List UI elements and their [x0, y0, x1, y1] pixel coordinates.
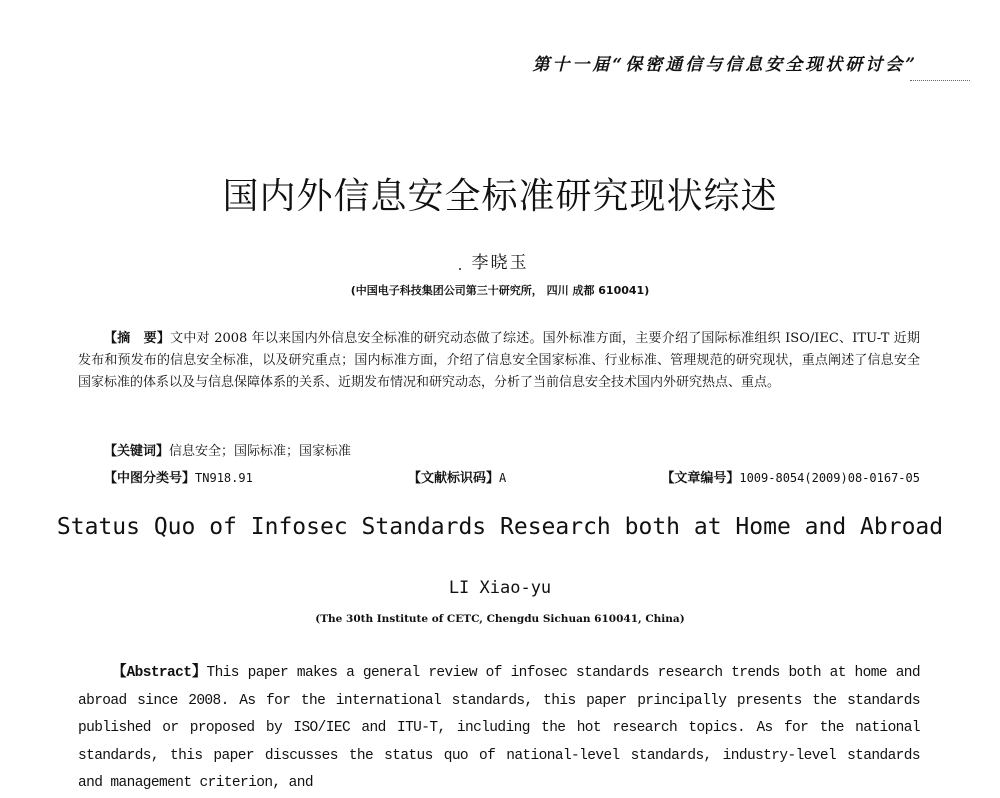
keywords-chinese	[104, 440, 351, 459]
abstract-chinese-label: 【摘 要】	[104, 331, 171, 346]
abstract-english-label: 【Abstract】	[112, 665, 207, 681]
author-chinese: 李晓玉	[471, 253, 529, 273]
clc-label: 【中图分类号】	[104, 471, 196, 486]
abstract-chinese-text: 文中对 2008 年以来国内外信息安全标准的研究动态做了综述。国外标准方面，主要介绍了国际标准组织 ISO/IEC、ITU-T 近期发布和预发布的信息安全标准，以及研究重点；国内标准方面，介绍了信息安全国家标准、行业标准、管理规范的研究现状，重点阐述了信息安全国家标准的体系以及与信息保障体系的关系、近期发布情况和研究动态，分析了当前信息安全技术国内外研究热点、重点。	[78, 331, 920, 390]
title-chinese: 国内外信息安全标准研究现状综述	[222, 176, 778, 217]
abstract-chinese	[78, 328, 920, 394]
abstract-english-text: This paper makes a general review of infosec standards research trends both at home and abroad since 2008. As for the international standards, this paper principally presents the standards published or proposed by ISO/IEC and ITU-T, including the hot research topics. As for the national standards, this paper discusses the status quo of national-level standards, industry-level standards and management criterion, and	[78, 665, 920, 791]
clc-value: TN918.91	[195, 471, 253, 485]
conference-header: 第十一届“保密通信与信息安全现状研讨会”	[532, 55, 918, 75]
article-id	[661, 467, 920, 486]
clc-number	[104, 467, 253, 486]
classification-row	[104, 467, 920, 486]
author-english: LI Xiao-yu	[448, 578, 552, 598]
affiliation-english: (The 30th Institute of CETC, Chengdu Sichuan 610041, China)	[315, 613, 685, 625]
article-id-label: 【文章编号】	[661, 471, 740, 486]
scan-dot	[459, 268, 461, 270]
title-english: Status Quo of Infosec Standards Research both at Home and Abroad	[56, 514, 944, 540]
document-code	[408, 467, 506, 486]
keywords-label: 【关键词】	[104, 444, 170, 459]
article-id-value: 1009-8054(2009)08-0167-05	[739, 471, 920, 485]
header-rule	[910, 80, 970, 81]
doc-code-label: 【文献标识码】	[407, 471, 499, 486]
keywords-text: 信息安全；国际标准；国家标准	[169, 444, 352, 459]
affiliation-chinese: (中国电子科技集团公司第三十研究所， 四川 成都 610041)	[350, 284, 650, 297]
abstract-english	[78, 660, 920, 798]
doc-code-value: A	[498, 471, 507, 485]
